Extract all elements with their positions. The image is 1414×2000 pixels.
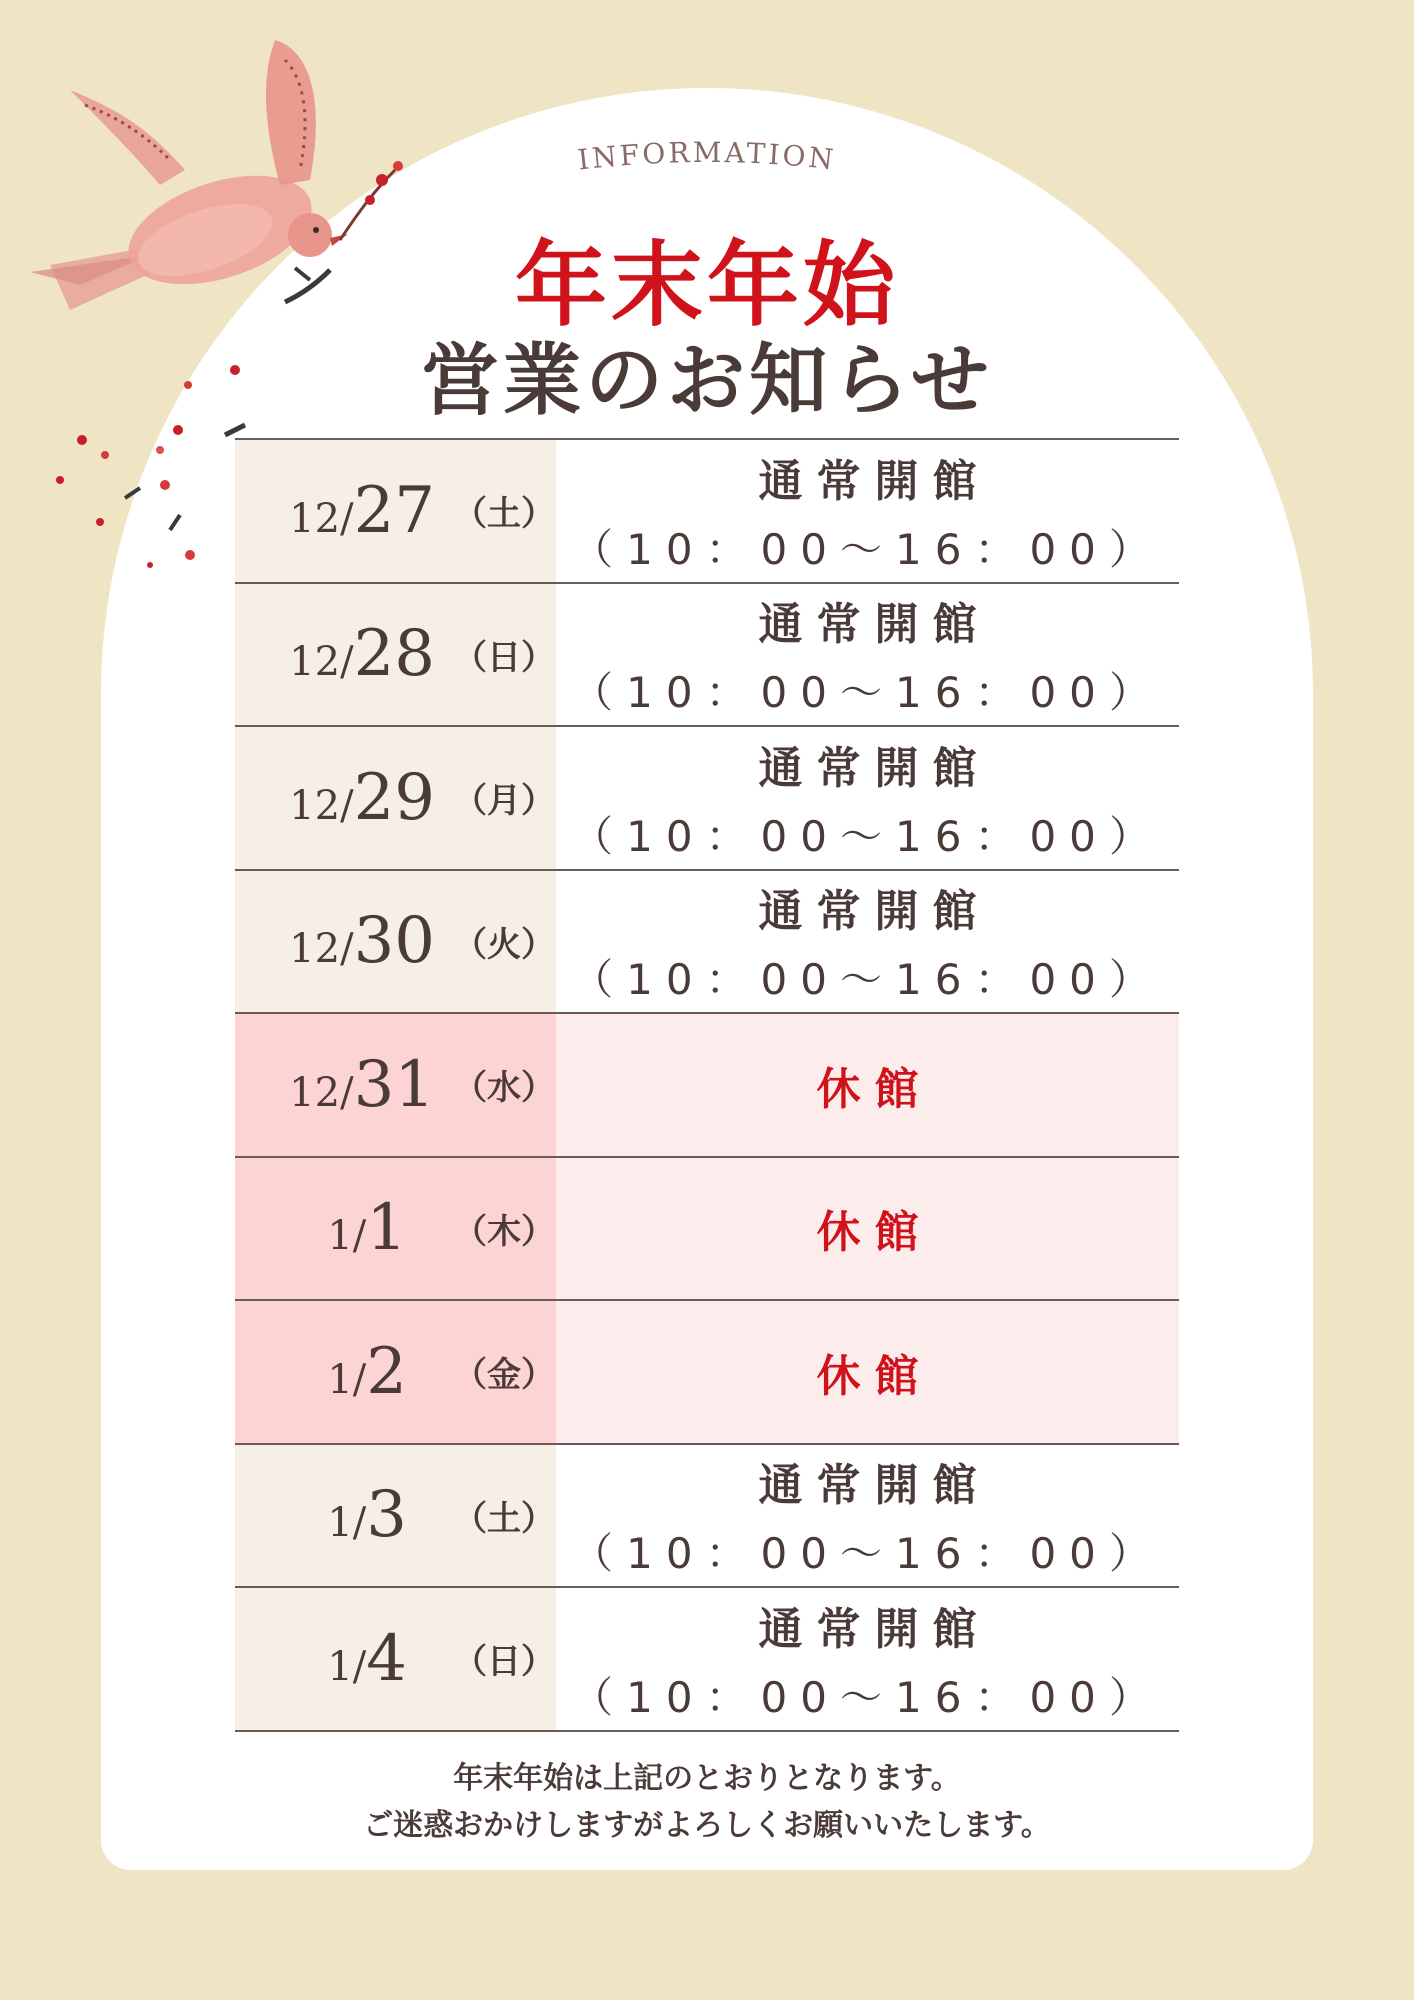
open-label: 通常開館	[758, 886, 991, 938]
date-day: 27	[353, 473, 435, 548]
closed-label: 休館	[816, 1207, 933, 1259]
status-cell	[556, 1301, 1179, 1443]
weekday: （火）	[453, 924, 555, 965]
status-cell	[556, 584, 1179, 726]
status-cell	[556, 1014, 1179, 1156]
date	[235, 1048, 435, 1122]
schedule-row	[235, 1588, 1179, 1732]
weekday: （日）	[453, 1642, 555, 1683]
date-day: 2	[366, 1334, 407, 1409]
date-cell	[235, 1301, 556, 1443]
status-cell	[556, 727, 1179, 869]
date	[235, 1622, 435, 1696]
date-month: 1	[327, 1213, 353, 1260]
date-month: 1	[327, 1500, 353, 1547]
schedule-row	[235, 1445, 1179, 1589]
date	[235, 474, 435, 548]
opening-hours: （10：00～16：00）	[571, 524, 1164, 574]
date-slash: /	[340, 926, 354, 973]
schedule-row	[235, 584, 1179, 728]
footer-note	[0, 1755, 1414, 1849]
date-slash: /	[352, 1356, 367, 1403]
eyebrow-text: INFORMATION	[576, 135, 838, 177]
opening-hours: （10：00～16：00）	[571, 1529, 1164, 1579]
date-month: 1	[327, 1643, 353, 1690]
date-slash: /	[352, 1643, 367, 1690]
closed-label: 休館	[816, 1350, 933, 1402]
date-month: 12	[289, 1069, 341, 1116]
information-eyebrow	[0, 132, 1414, 182]
open-label: 通常開館	[758, 1603, 991, 1655]
open-label: 通常開館	[758, 1460, 991, 1512]
date-day: 3	[366, 1478, 407, 1553]
status-cell	[556, 1158, 1179, 1300]
weekday: （金）	[453, 1355, 555, 1396]
date-cell	[235, 871, 556, 1013]
date-cell	[235, 1014, 556, 1156]
date-month: 12	[289, 639, 341, 686]
date-month: 12	[289, 495, 341, 542]
date-month: 12	[289, 926, 341, 973]
date-cell	[235, 1588, 556, 1730]
date	[235, 1478, 435, 1552]
status-cell	[556, 871, 1179, 1013]
date-cell	[235, 440, 556, 582]
closed-label: 休館	[816, 1063, 933, 1115]
footer-line-1: 年末年始は上記のとおりとなります。	[453, 1761, 961, 1796]
title-year-end: 年末年始	[514, 232, 899, 339]
open-label: 通常開館	[758, 599, 991, 651]
date-day: 29	[353, 760, 435, 835]
date-slash: /	[340, 1069, 354, 1116]
date	[235, 1335, 435, 1409]
status-cell	[556, 1588, 1179, 1730]
schedule-row	[235, 440, 1179, 584]
weekday: （水）	[453, 1068, 555, 1109]
svg-text:INFORMATION	[576, 136, 838, 177]
date-cell	[235, 584, 556, 726]
footer-line-2: ご迷惑おかけしますがよろしくお願いいたします。	[363, 1808, 1051, 1843]
schedule-table	[235, 438, 1179, 1732]
weekday: （木）	[453, 1211, 555, 1252]
date-cell	[235, 727, 556, 869]
opening-hours: （10：00～16：00）	[571, 811, 1164, 861]
open-label: 通常開館	[758, 742, 991, 794]
schedule-row	[235, 727, 1179, 871]
date-slash: /	[352, 1500, 367, 1547]
date-slash: /	[340, 495, 354, 542]
date-day: 28	[353, 617, 435, 692]
date-month: 12	[289, 782, 341, 829]
opening-hours: （10：00～16：00）	[571, 1672, 1164, 1722]
date	[235, 617, 435, 691]
date-day: 1	[366, 1191, 407, 1266]
date	[235, 1191, 435, 1265]
date	[235, 904, 435, 978]
date-cell	[235, 1158, 556, 1300]
date-slash: /	[340, 782, 354, 829]
date-day: 4	[366, 1621, 407, 1696]
date-cell	[235, 1445, 556, 1587]
weekday: （土）	[453, 494, 555, 535]
weekday: （日）	[453, 637, 555, 678]
schedule-row	[235, 1158, 1179, 1302]
schedule-row	[235, 1301, 1179, 1445]
opening-hours: （10：00～16：00）	[571, 668, 1164, 718]
date-day: 31	[353, 1047, 435, 1122]
date-month: 1	[327, 1356, 353, 1403]
title-business-notice: 営業のお知らせ	[421, 336, 993, 426]
status-cell	[556, 440, 1179, 582]
date	[235, 761, 435, 835]
status-cell	[556, 1445, 1179, 1587]
date-day: 30	[353, 904, 435, 979]
opening-hours: （10：00～16：00）	[571, 955, 1164, 1005]
date-slash: /	[352, 1213, 367, 1260]
weekday: （土）	[453, 1498, 555, 1539]
open-label: 通常開館	[758, 455, 991, 507]
date-slash: /	[340, 639, 354, 686]
weekday: （月）	[453, 781, 555, 822]
schedule-row	[235, 871, 1179, 1015]
schedule-row	[235, 1014, 1179, 1158]
